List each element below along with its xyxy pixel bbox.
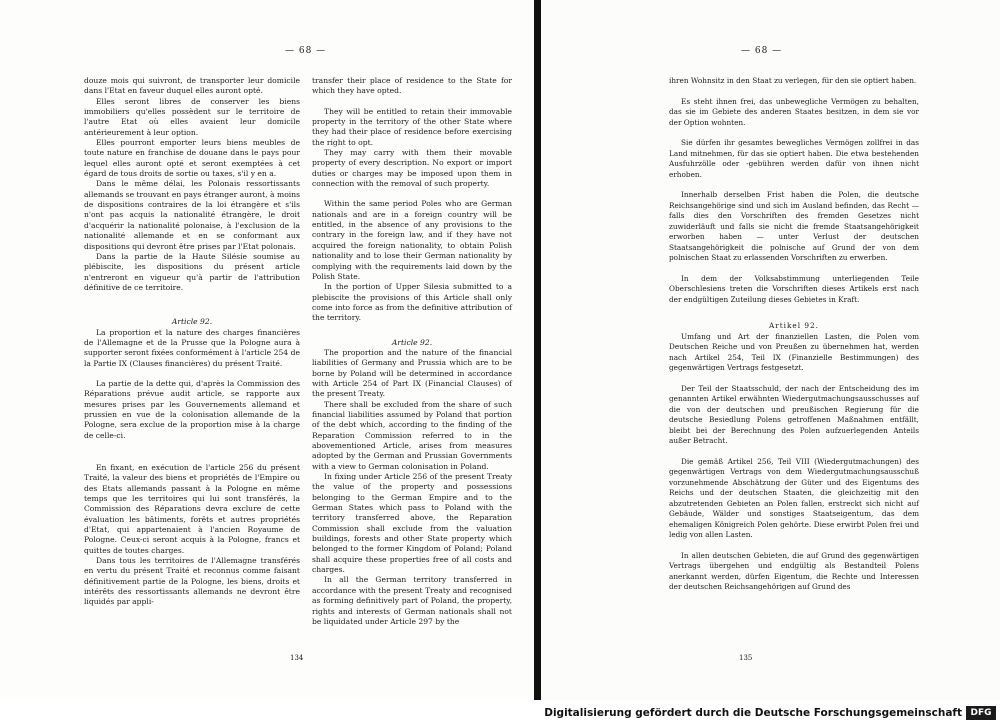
paragraph: Elles pourront emporter leurs biens meubles de toute nature en franchise de douane dans le pays pour lequel elles auront opté et seront exemptées à cet égard de tous droits de sortie ou taxes, s'il y en a. [84, 138, 300, 179]
article-heading: Artikel 92. [768, 321, 820, 330]
paragraph: In allen deutschen Gebieten, die auf Grund des gegenwärtigen Vertrags übergehen und endgültig als Bestandteil Polens anerkannt werden, dürfen Eigentum, die Rechte und Interessen der deutschen Reichsangehörigen auf Grund des [669, 550, 919, 591]
paragraph: In fixing under Article 256 of the present Treaty the value of the property and possessions belonging to the German Empire and to the German States which pass to Poland with the territory transferred above, the Reparation Commission shall exclude from the valuation buildings, forests and other State property which belonged to the former Kingdom of Poland; Poland shall acquire these properties free of all costs and charges. [312, 472, 512, 575]
paragraph: Der Teil der Staatsschuld, der nach der Entscheidung des im genannten Artikel erwähnten Wiedergutmachungsausschusses auf die von der deutschen und preußischen Regierung für die deutsche Besiedlung Polens getroffenen Maßnahmen entfällt, bleibt bei der Berechnung des Polen aufzuerlegenden Anteils außer Betracht. [669, 383, 919, 445]
page-header: — 68 — [285, 46, 327, 56]
page-number: 134 [290, 654, 304, 662]
paragraph: Umfang und Art der finanziellen Lasten, die Polen vom Deutschen Reiche und von Preußen zu übernehmen hat, werden nach Artikel 254, Teil IX (Finanzielle Bestimmungen) des gegenwärtigen Vertrags festgesetzt. [669, 331, 919, 372]
book-binding [534, 0, 541, 700]
paragraph: Dans tous les territoires de l'Allemagne transférés en vertu du présent Traité et reconnus comme faisant définitivement partie de la Pologne, les biens, droits et intérêts des ressortissants allemands ne devront être liquidés par appli- [84, 556, 300, 607]
dfg-logo: DFG [966, 706, 996, 720]
paragraph: There shall be excluded from the share of such financial liabilities assumed by Poland that portion of the debt which, according to the finding of the Reparation Commission referred to in the abovementioned Article, arises from measures adopted by the German and Prussian Governments with a view to German colonisation in Poland. [312, 399, 512, 471]
paragraph: Dans le même délai, les Polonais ressortissants allemands se trouvant en pays étranger auront, à moins de dispositions contraires de la loi étrangère et s'ils n'ont pas acquis la nationalité étrangère, le droit d'acquérir la nationalité polonaise, à l'exclusion de la nationalité allemande et en se conformant aux dispositions qui devront être prises par l'Etat polonais. [84, 179, 300, 251]
paragraph: En fixant, en exécution de l'article 256 du présent Traité, la valeur des biens et propriétés de l'Empire ou des Etats allemands passant à la Pologne en même temps que les territoires qui lui sont transférés, la Commission des Réparations devra exclure de cette évaluation les bâtiments, forêts et autres propriétés d'Etat, qui appartenaient à l'ancien Royaume de Pologne. Ceux-ci seront acquis à la Pologne, francs et quittes de toutes charges. [84, 463, 300, 555]
right-page [541, 0, 1000, 700]
paragraph: Elles seront libres de conserver les biens immobiliers qu'elles possèdent sur le territoire de l'autre Etat où elles avaient leur domicile antérieurement à leur option. [84, 96, 300, 137]
article-heading: Article 92. [171, 317, 213, 327]
paragraph: They will be entitled to retain their immovable property in the territory of the other State where they had their place of residence before exercising the right to opt. [312, 106, 512, 147]
digitization-footer [0, 700, 1000, 727]
paragraph: They may carry with them their movable property of every description. No export or import duties or charges may be imposed upon them in connection with the removal of such property. [312, 148, 512, 189]
paragraph: La proportion et la nature des charges financières de l'Allemagne et de la Prusse que la Pologne aura à supporter seront fixées conformément à l'article 254 de la Partie IX (Clauses financières) du présent Traité. [84, 327, 300, 368]
page-header: — 68 — [741, 46, 783, 56]
paragraph: La partie de la dette qui, d'après la Commission des Réparations prévue audit article, se rapporte aux mesures prises par les Gouvernements allemand et prussien en vue de la colonisation allemande de la Pologne, sera exclue de la proportion mise à la charge de celle-ci. [84, 378, 300, 440]
paragraph: In all the German territory transferred in accordance with the present Treaty and recognised as forming definitively part of Poland, the property, rights and interests of German nationals shall not be liquidated under Article 297 by the [312, 575, 512, 626]
paragraph: Es steht ihnen frei, das unbewegliche Vermögen zu behalten, das sie im Gebiete des anderen Staates besitzen, in dem sie vor der Option wohnten. [669, 96, 919, 127]
paragraph: In dem der Volksabstimmung unterliegenden Teile Oberschlesiens treten die Vorschriften dieses Artikels erst nach der endgültigen Zuteilung dieses Gebietes in Kraft. [669, 273, 919, 304]
paragraph: Sie dürfen ihr gesamtes bewegliches Vermögen zollfrei in das Land mitnehmen, für das sie optiert haben. Die etwa bestehenden Ausfuhrzölle oder -gebühren werden dafür von ihnen nicht erhoben. [669, 138, 919, 179]
paragraph: Innerhalb derselben Frist haben die Polen, die deutsche Reichsangehörige sind und sich im Ausland befinden, das Recht — falls dies den Vorschriften des fremden Gesetzes nicht zuwiderläuft und falls sie nicht die fremde Staatsangehörigkeit erworben haben — unter Verlust der deutschen Staatsangehörigkeit die polnische auf Grund der von dem polnischen Staat zu erlassenden Vorschriften zu erwerben. [669, 190, 919, 262]
article-heading: Article 92. [391, 337, 433, 347]
english-column [312, 76, 512, 627]
paragraph: douze mois qui suivront, de transporter leur domicile dans l'Etat en faveur duquel elles auront opté. [84, 76, 300, 96]
french-column [84, 76, 300, 608]
paragraph: In the portion of Upper Silesia submitted to a plebiscite the provisions of this Article shall only come into force as from the definitive attribution of the territory. [312, 282, 512, 323]
paragraph: transfer their place of residence to the State for which they have opted. [312, 76, 512, 96]
paragraph: Dans la partie de la Haute Silésie soumise au plébiscite, les dispositions du présent article n'entreront en vigueur qu'à partir de l'attribution définitive de ce territoire. [84, 251, 300, 292]
paragraph: ihren Wohnsitz in den Staat zu verlegen, für den sie optiert haben. [669, 76, 917, 85]
german-column [669, 76, 919, 593]
paragraph: Die gemäß Artikel 256, Teil VIII (Wiedergutmachungen) des gegenwärtigen Vertrags von dem Wiedergutmachungsausschuß vorzunehmende Abschätzung der Güter und des Eigentums des Reichs und der deutschen Staaten, die gleichzeitig mit den abzutretenden Gebieten an Polen fallen, erstreckt sich nicht auf Gebäude, Wälder und sonstiges Staatseigentum, das dem ehemaligen Königreich Polen gehörte. Diese erwirbt Polen frei und ledig von allen Lasten. [669, 456, 919, 539]
paragraph: The proportion and the nature of the financial liabilities of Germany and Prussia which are to be borne by Poland will be determined in accordance with Article 254 of Part IX (Financial Clauses) of the present Treaty. [312, 347, 512, 399]
paragraph: Within the same period Poles who are German nationals and are in a foreign country will be entitled, in the absence of any provisions to the contrary in the foreign law, and if they have not acquired the foreign nationality, to obtain Polish nationality and to lose their German nationality by complying with the requirements laid down by the Polish State. [312, 199, 512, 281]
page-number: 135 [739, 654, 753, 662]
funding-notice: Digitalisierung gefördert durch die Deutsche Forschungsgemeinschaft [544, 707, 962, 719]
